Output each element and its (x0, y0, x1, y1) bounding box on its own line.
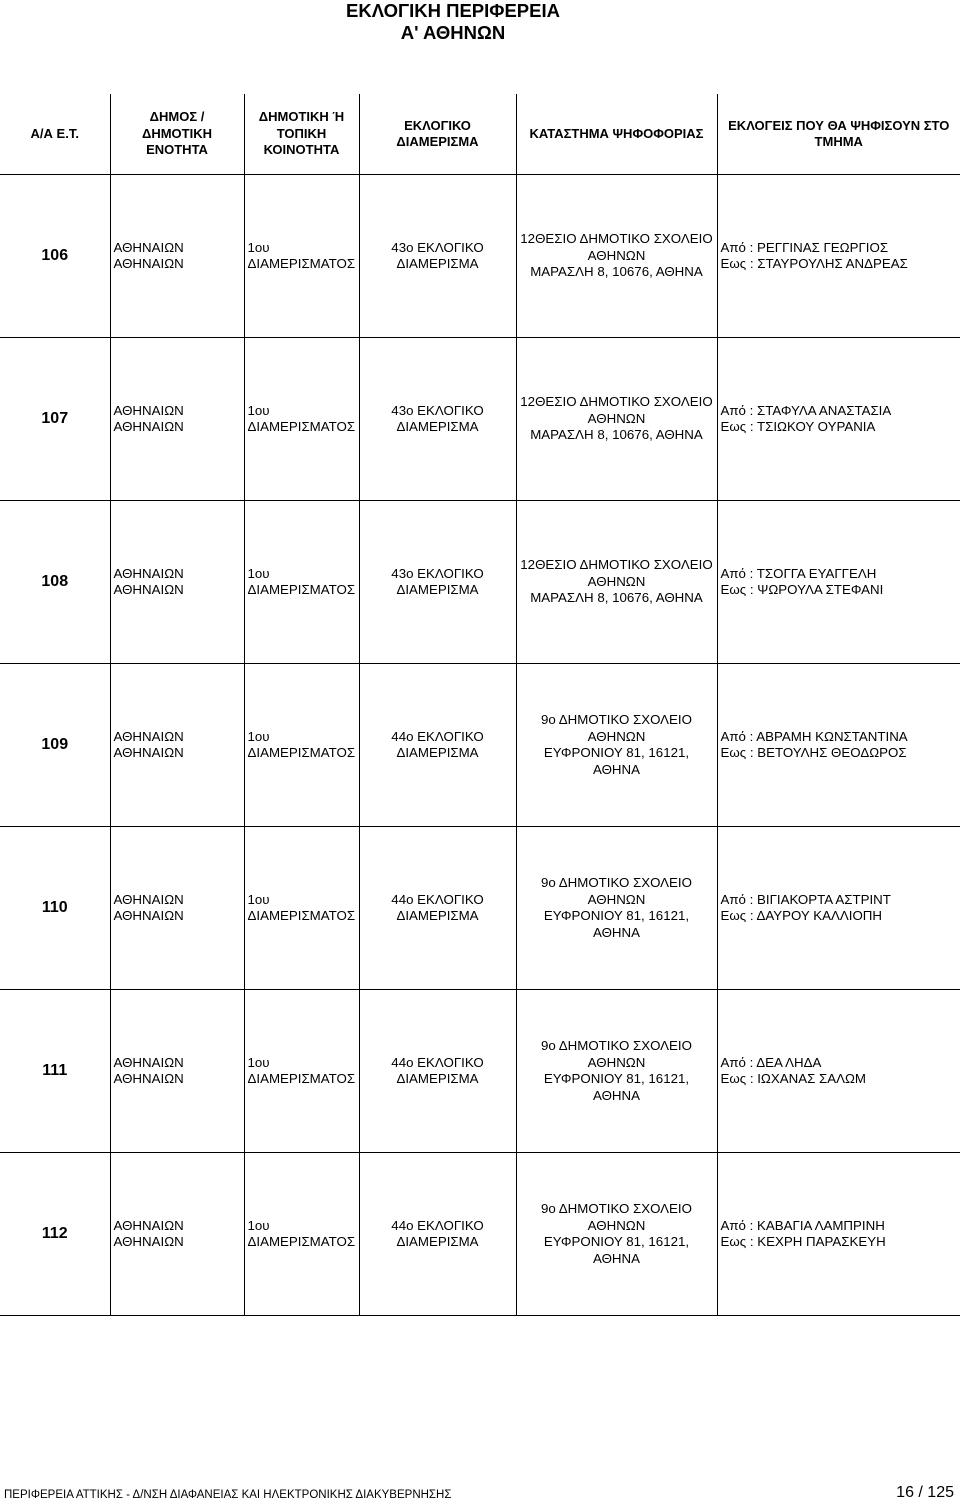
row-koinotita-line: 1ου (247, 1217, 270, 1233)
row-voter-from: Από : ΡΕΓΓΙΝΑΣ ΓΕΩΡΓΙΟΣ (720, 239, 889, 255)
row-diamerisma (359, 990, 516, 1153)
row-dimos-line: ΑΘΗΝΑΙΩΝ (113, 891, 184, 907)
row-voter-range (717, 1153, 960, 1316)
row-voter-range (717, 501, 960, 664)
row-katastima (516, 1153, 717, 1316)
row-katastima-line: 12ΘΕΣΙΟ ΔΗΜΟΤΙΚΟ ΣΧΟΛΕΙΟ (520, 231, 713, 247)
row-koinotita (244, 827, 359, 990)
row-katastima-line: 9ο ΔΗΜΟΤΙΚΟ ΣΧΟΛΕΙΟ (541, 1201, 692, 1216)
row-diamerisma-line: ΔΙΑΜΕΡΙΣΜΑ (396, 582, 479, 597)
row-dimos-line: ΑΘΗΝΑΙΩΝ (113, 1217, 184, 1233)
row-voter-to: Εως : ΙΩΧΑΝΑΣ ΣΑΛΩΜ (720, 1071, 866, 1086)
row-koinotita-line: 1ου (247, 402, 270, 418)
row-dimos-line: ΑΘΗΝΑΙΩΝ (113, 402, 184, 418)
row-dimos-line: ΑΘΗΝΑΙΩΝ (113, 239, 184, 255)
row-katastima-line: ΑΘΗΝΩΝ (587, 891, 646, 907)
row-koinotita-line: ΔΙΑΜΕΡΙΣΜΑΤΟΣ (247, 256, 356, 271)
header-dimos-line-3: ΕΝΟΤΗΤΑ (146, 142, 208, 158)
table-row (0, 175, 960, 338)
page-number: 16 / 125 (896, 1484, 954, 1501)
row-dimos-line: ΑΘΗΝΑΙΩΝ (113, 745, 184, 760)
row-diamerisma-line: ΔΙΑΜΕΡΙΣΜΑ (396, 1071, 479, 1086)
row-diamerisma (359, 501, 516, 664)
header-koinotita (244, 94, 359, 175)
row-katastima-line: ΕΥΦΡΟΝΙΟΥ 81, 16121, ΑΘΗΝΑ (543, 1234, 690, 1266)
row-aa: 107 (0, 338, 110, 501)
row-dimos (110, 1153, 244, 1316)
row-diamerisma (359, 175, 516, 338)
row-katastima (516, 175, 717, 338)
table-row (0, 664, 960, 827)
row-koinotita (244, 338, 359, 501)
row-diamerisma (359, 1153, 516, 1316)
table-row (0, 338, 960, 501)
title-line-1: ΕΚΛΟΓΙΚΗ ΠΕΡΙΦΕΡΕΙΑ (346, 0, 560, 21)
row-voter-to: Εως : ΔΑΥΡΟΥ ΚΑΛΛΙΟΠΗ (720, 908, 882, 923)
row-dimos (110, 827, 244, 990)
row-koinotita-line: 1ου (247, 1054, 270, 1070)
row-katastima (516, 501, 717, 664)
row-diamerisma (359, 664, 516, 827)
row-diamerisma-line: ΔΙΑΜΕΡΙΣΜΑ (396, 1234, 479, 1249)
row-katastima-line: ΜΑΡΑΣΛΗ 8, 10676, ΑΘΗΝΑ (530, 590, 703, 606)
row-katastima-line: ΕΥΦΡΟΝΙΟΥ 81, 16121, ΑΘΗΝΑ (543, 1071, 690, 1103)
row-voter-range (717, 827, 960, 990)
row-diamerisma (359, 338, 516, 501)
row-aa: 106 (0, 175, 110, 338)
row-katastima (516, 827, 717, 990)
document-title (0, 0, 906, 44)
row-diamerisma-line: ΔΙΑΜΕΡΙΣΜΑ (396, 256, 479, 271)
row-diamerisma-line: ΔΙΑΜΕΡΙΣΜΑ (396, 745, 479, 760)
row-katastima-line: 12ΘΕΣΙΟ ΔΗΜΟΤΙΚΟ ΣΧΟΛΕΙΟ (520, 557, 713, 573)
row-koinotita-line: 1ου (247, 728, 270, 744)
row-voter-from: Από : ΤΣΟΓΓΑ ΕΥΑΓΓΕΛΗ (720, 565, 877, 581)
row-katastima-line: ΜΑΡΑΣΛΗ 8, 10676, ΑΘΗΝΑ (530, 427, 703, 443)
header-koinotita-line-1: ΔΗΜΟΤΙΚΗ Ή (258, 109, 345, 125)
row-koinotita (244, 501, 359, 664)
header-dimos-line-1: ΔΗΜΟΣ / (149, 109, 205, 125)
header-katastima: ΚΑΤΑΣΤΗΜΑ ΨΗΦΟΦΟΡΙΑΣ (516, 94, 717, 175)
row-koinotita-line: ΔΙΑΜΕΡΙΣΜΑΤΟΣ (247, 1071, 356, 1086)
row-diamerisma-line: ΔΙΑΜΕΡΙΣΜΑ (396, 419, 479, 434)
row-voter-range (717, 990, 960, 1153)
row-koinotita-line: ΔΙΑΜΕΡΙΣΜΑΤΟΣ (247, 582, 356, 597)
row-aa: 111 (0, 990, 110, 1153)
row-dimos-line: ΑΘΗΝΑΙΩΝ (113, 1071, 184, 1086)
row-aa: 112 (0, 1153, 110, 1316)
row-dimos-line: ΑΘΗΝΑΙΩΝ (113, 256, 184, 271)
row-diamerisma (359, 827, 516, 990)
header-diamerisma: ΕΚΛΟΓΙΚΟ ΔΙΑΜΕΡΙΣΜΑ (359, 94, 516, 175)
row-katastima (516, 338, 717, 501)
row-voter-from: Από : ΔΕΑ ΛΗΔΑ (720, 1054, 822, 1070)
row-katastima-line: 9ο ΔΗΜΟΤΙΚΟ ΣΧΟΛΕΙΟ (541, 875, 692, 890)
row-dimos (110, 175, 244, 338)
row-voter-from: Από : ΣΤΑΦΥΛΑ ΑΝΑΣΤΑΣΙΑ (720, 402, 892, 418)
row-voter-range (717, 664, 960, 827)
row-voter-to: Εως : ΚΕΧΡΗ ΠΑΡΑΣΚΕΥΗ (720, 1234, 886, 1249)
row-katastima-line: ΑΘΗΝΩΝ (587, 573, 646, 589)
row-dimos (110, 664, 244, 827)
row-koinotita (244, 664, 359, 827)
polling-stations-table (0, 94, 960, 1316)
row-koinotita-line: ΔΙΑΜΕΡΙΣΜΑΤΟΣ (247, 908, 356, 923)
row-katastima-line: ΕΥΦΡΟΝΙΟΥ 81, 16121, ΑΘΗΝΑ (543, 745, 690, 777)
header-dimos (110, 94, 244, 175)
row-katastima-line: ΕΥΦΡΟΝΙΟΥ 81, 16121, ΑΘΗΝΑ (543, 908, 690, 940)
row-diamerisma-line: 44ο ΕΚΛΟΓΙΚΟ (391, 728, 484, 744)
row-katastima-line: ΑΘΗΝΩΝ (587, 1054, 646, 1070)
row-katastima-line: ΑΘΗΝΩΝ (587, 410, 646, 426)
row-dimos-line: ΑΘΗΝΑΙΩΝ (113, 582, 184, 597)
row-aa: 108 (0, 501, 110, 664)
row-voter-to: Εως : ΒΕΤΟΥΛΗΣ ΘΕΟΔΩΡΟΣ (720, 745, 907, 760)
row-diamerisma-line: 43ο ΕΚΛΟΓΙΚΟ (391, 402, 484, 418)
footer-organization: ΠΕΡΙΦΕΡΕΙΑ ΑΤΤΙΚΗΣ - Δ/ΝΣΗ ΔΙΑΦΑΝΕΙΑΣ ΚΑΙ ΗΛΕΚΤΡΟΝΙΚΗΣ ΔΙΑΚΥΒΕΡΝΗΣΗΣ (4, 1489, 452, 1501)
row-koinotita (244, 1153, 359, 1316)
table-row (0, 827, 960, 990)
row-dimos-line: ΑΘΗΝΑΙΩΝ (113, 728, 184, 744)
row-diamerisma-line: 44ο ΕΚΛΟΓΙΚΟ (391, 1054, 484, 1070)
row-koinotita-line: ΔΙΑΜΕΡΙΣΜΑΤΟΣ (247, 745, 356, 760)
header-koinotita-line-3: ΚΟΙΝΟΤΗΤΑ (263, 142, 340, 158)
row-dimos (110, 501, 244, 664)
row-dimos-line: ΑΘΗΝΑΙΩΝ (113, 419, 184, 434)
row-koinotita-line: ΔΙΑΜΕΡΙΣΜΑΤΟΣ (247, 419, 356, 434)
row-koinotita-line: 1ου (247, 565, 270, 581)
row-voter-from: Από : ΚΑΒΑΓΙΑ ΛΑΜΠΡΙΝΗ (720, 1217, 885, 1233)
row-diamerisma-line: 44ο ΕΚΛΟΓΙΚΟ (391, 891, 484, 907)
row-dimos (110, 990, 244, 1153)
row-koinotita-line: 1ου (247, 891, 270, 907)
row-dimos (110, 338, 244, 501)
title-line-2: Α' ΑΘΗΝΩΝ (400, 22, 506, 43)
row-katastima-line: ΜΑΡΑΣΛΗ 8, 10676, ΑΘΗΝΑ (530, 264, 703, 280)
row-dimos-line: ΑΘΗΝΑΙΩΝ (113, 1234, 184, 1249)
row-voter-from: Από : ΒΙΓΙΑΚΟΡΤΑ ΑΣΤΡΙΝΤ (720, 891, 891, 907)
header-koinotita-line-2: ΤΟΠΙΚΗ (276, 125, 327, 141)
table-header-row (0, 94, 960, 175)
row-diamerisma-line: ΔΙΑΜΕΡΙΣΜΑ (396, 908, 479, 923)
row-voter-range (717, 175, 960, 338)
row-dimos-line: ΑΘΗΝΑΙΩΝ (113, 908, 184, 923)
row-voter-from: Από : ΑΒΡΑΜΗ ΚΩΝΣΤΑΝΤΙΝΑ (720, 728, 908, 744)
row-katastima-line: ΑΘΗΝΩΝ (587, 1217, 646, 1233)
header-ekloges-line-2: ΤΜΗΜΑ (814, 134, 863, 149)
row-katastima-line: ΑΘΗΝΩΝ (587, 728, 646, 744)
row-voter-range (717, 338, 960, 501)
row-dimos-line: ΑΘΗΝΑΙΩΝ (113, 565, 184, 581)
row-dimos-line: ΑΘΗΝΑΙΩΝ (113, 1054, 184, 1070)
header-ekloges (717, 94, 960, 175)
row-aa: 109 (0, 664, 110, 827)
row-katastima-line: 9ο ΔΗΜΟΤΙΚΟ ΣΧΟΛΕΙΟ (541, 712, 692, 727)
row-katastima-line: 9ο ΔΗΜΟΤΙΚΟ ΣΧΟΛΕΙΟ (541, 1038, 692, 1053)
row-katastima-line: 12ΘΕΣΙΟ ΔΗΜΟΤΙΚΟ ΣΧΟΛΕΙΟ (520, 394, 713, 410)
row-diamerisma-line: 43ο ΕΚΛΟΓΙΚΟ (391, 565, 484, 581)
row-koinotita-line: 1ου (247, 239, 270, 255)
table-row (0, 990, 960, 1153)
table-row (0, 1153, 960, 1316)
row-katastima-line: ΑΘΗΝΩΝ (587, 247, 646, 263)
row-voter-to: Εως : ΤΣΙΩΚΟΥ ΟΥΡΑΝΙΑ (720, 419, 876, 434)
table-row (0, 501, 960, 664)
row-koinotita (244, 175, 359, 338)
row-diamerisma-line: 44ο ΕΚΛΟΓΙΚΟ (391, 1217, 484, 1233)
row-voter-to: Εως : ΣΤΑΥΡΟΥΛΗΣ ΑΝΔΡΕΑΣ (720, 256, 908, 271)
row-aa: 110 (0, 827, 110, 990)
header-ekloges-line-1: ΕΚΛΟΓΕΙΣ ΠΟΥ ΘΑ ΨΗΦΙΣΟΥΝ ΣΤΟ (728, 117, 950, 133)
row-katastima (516, 990, 717, 1153)
row-voter-to: Εως : ΨΩΡΟΥΛΑ ΣΤΕΦΑΝΙ (720, 582, 884, 597)
header-aa: Α/Α Ε.Τ. (0, 94, 110, 175)
row-katastima (516, 664, 717, 827)
header-dimos-line-2: ΔΗΜΟΤΙΚΗ (141, 125, 212, 141)
row-koinotita-line: ΔΙΑΜΕΡΙΣΜΑΤΟΣ (247, 1234, 356, 1249)
row-diamerisma-line: 43ο ΕΚΛΟΓΙΚΟ (391, 239, 484, 255)
row-koinotita (244, 990, 359, 1153)
